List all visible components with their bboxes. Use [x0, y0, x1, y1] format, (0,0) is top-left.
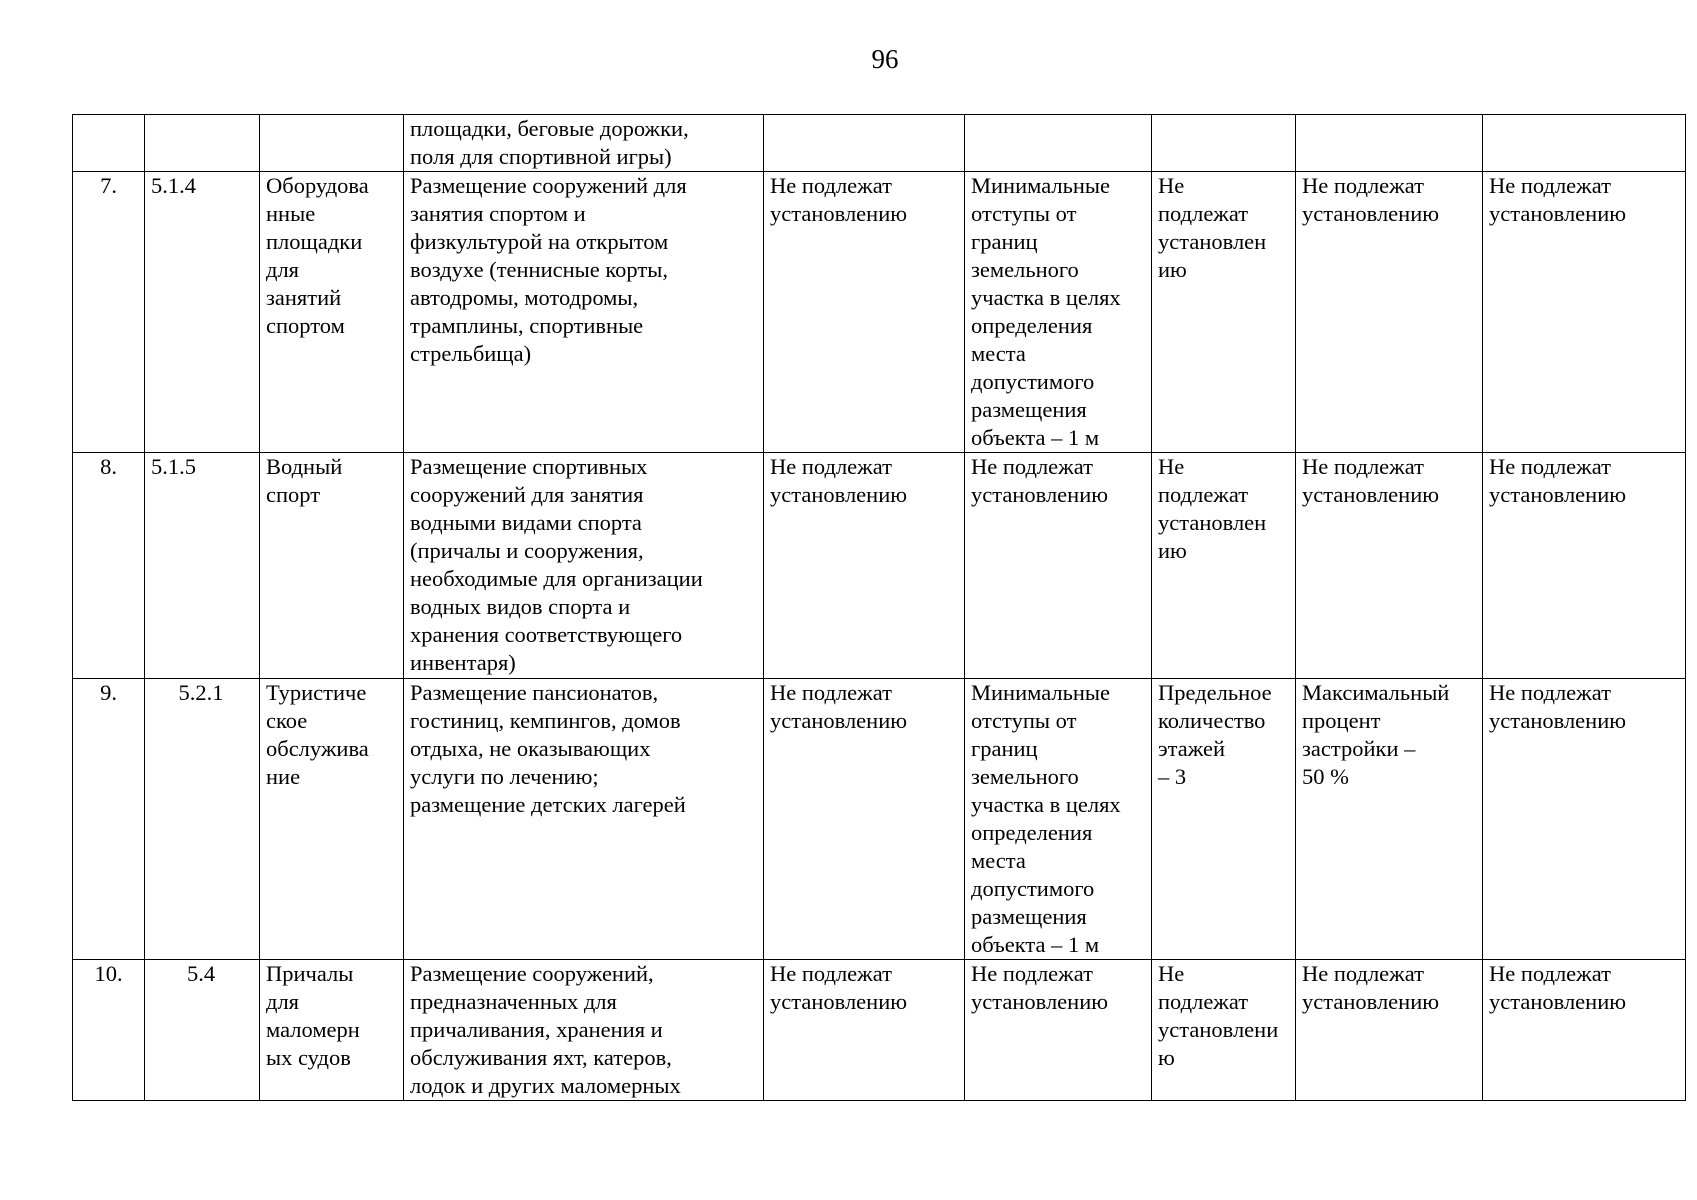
use-description-cell: площадки, беговые дорожки, поля для спортивной игры) [404, 115, 764, 172]
parameter-cell-2: Не подлежат установлению [965, 960, 1152, 1101]
parameter-cell-4: Не подлежат установлению [1296, 453, 1483, 679]
table-row [73, 172, 1686, 453]
parameter-cell-3: Не подлежат установлен ию [1152, 453, 1296, 679]
parameter-cell-1: Не подлежат установлению [764, 679, 965, 960]
parameter-cell-2 [965, 115, 1152, 172]
table-row-continuation [73, 115, 1686, 172]
parameter-cell-3: Предельное количество этажей – 3 [1152, 679, 1296, 960]
parameter-cell-2: Минимальные отступы от границ земельного участка в целях определения места допустимого размещения объекта – 1 м [965, 172, 1152, 453]
parameter-cell-4: Не подлежат установлению [1296, 172, 1483, 453]
parameter-cell-2: Минимальные отступы от границ земельного участка в целях определения места допустимого размещения объекта – 1 м [965, 679, 1152, 960]
use-name-cell: Туристиче ское обслужива ние [260, 679, 404, 960]
table-row [73, 453, 1686, 679]
use-description-cell: Размещение сооружений, предназначенных для причаливания, хранения и обслуживания яхт, катеров, лодок и других маломерных [404, 960, 764, 1101]
parameter-cell-5: Не подлежат установлению [1483, 679, 1686, 960]
use-code-cell: 5.4 [145, 960, 260, 1101]
row-number-cell: 7. [73, 172, 145, 453]
parameter-cell-5 [1483, 115, 1686, 172]
parameter-cell-4: Не подлежат установлению [1296, 960, 1483, 1101]
parameter-cell-5: Не подлежат установлению [1483, 453, 1686, 679]
use-code-cell: 5.2.1 [145, 679, 260, 960]
parameter-cell-5: Не подлежат установлению [1483, 960, 1686, 1101]
page-number: 96 [871, 44, 899, 74]
parameter-cell-2: Не подлежат установлению [965, 453, 1152, 679]
row-number-cell [73, 115, 145, 172]
zoning-regulations-table [72, 114, 1686, 1101]
use-code-cell: 5.1.5 [145, 453, 260, 679]
parameter-cell-4 [1296, 115, 1483, 172]
parameter-cell-3 [1152, 115, 1296, 172]
parameter-cell-5: Не подлежат установлению [1483, 172, 1686, 453]
parameter-cell-1 [764, 115, 965, 172]
use-code-cell [145, 115, 260, 172]
use-description-cell: Размещение сооружений для занятия спортом и физкультурой на открытом воздухе (теннисные корты, автодромы, мотодромы, трамплины, спортивные стрельбища) [404, 172, 764, 453]
use-description-cell: Размещение спортивных сооружений для занятия водными видами спорта (причалы и сооружения, необходимые для организации водных видов спорта и хранения соответствующего инвентаря) [404, 453, 764, 679]
table-row [73, 960, 1686, 1101]
use-name-cell [260, 115, 404, 172]
parameter-cell-4: Максимальный процент застройки – 50 % [1296, 679, 1483, 960]
use-name-cell: Причалы для маломерн ых судов [260, 960, 404, 1101]
parameter-cell-1: Не подлежат установлению [764, 960, 965, 1101]
use-code-cell: 5.1.4 [145, 172, 260, 453]
use-description-cell: Размещение пансионатов, гостиниц, кемпингов, домов отдыха, не оказывающих услуги по лечению; размещение детских лагерей [404, 679, 764, 960]
parameter-cell-3: Не подлежат установлен ию [1152, 172, 1296, 453]
parameter-cell-1: Не подлежат установлению [764, 453, 965, 679]
row-number-cell: 10. [73, 960, 145, 1101]
use-name-cell: Водный спорт [260, 453, 404, 679]
table-row [73, 679, 1686, 960]
use-name-cell: Оборудова нные площадки для занятий спортом [260, 172, 404, 453]
row-number-cell: 8. [73, 453, 145, 679]
parameter-cell-1: Не подлежат установлению [764, 172, 965, 453]
parameter-cell-3: Не подлежат установлени ю [1152, 960, 1296, 1101]
row-number-cell: 9. [73, 679, 145, 960]
